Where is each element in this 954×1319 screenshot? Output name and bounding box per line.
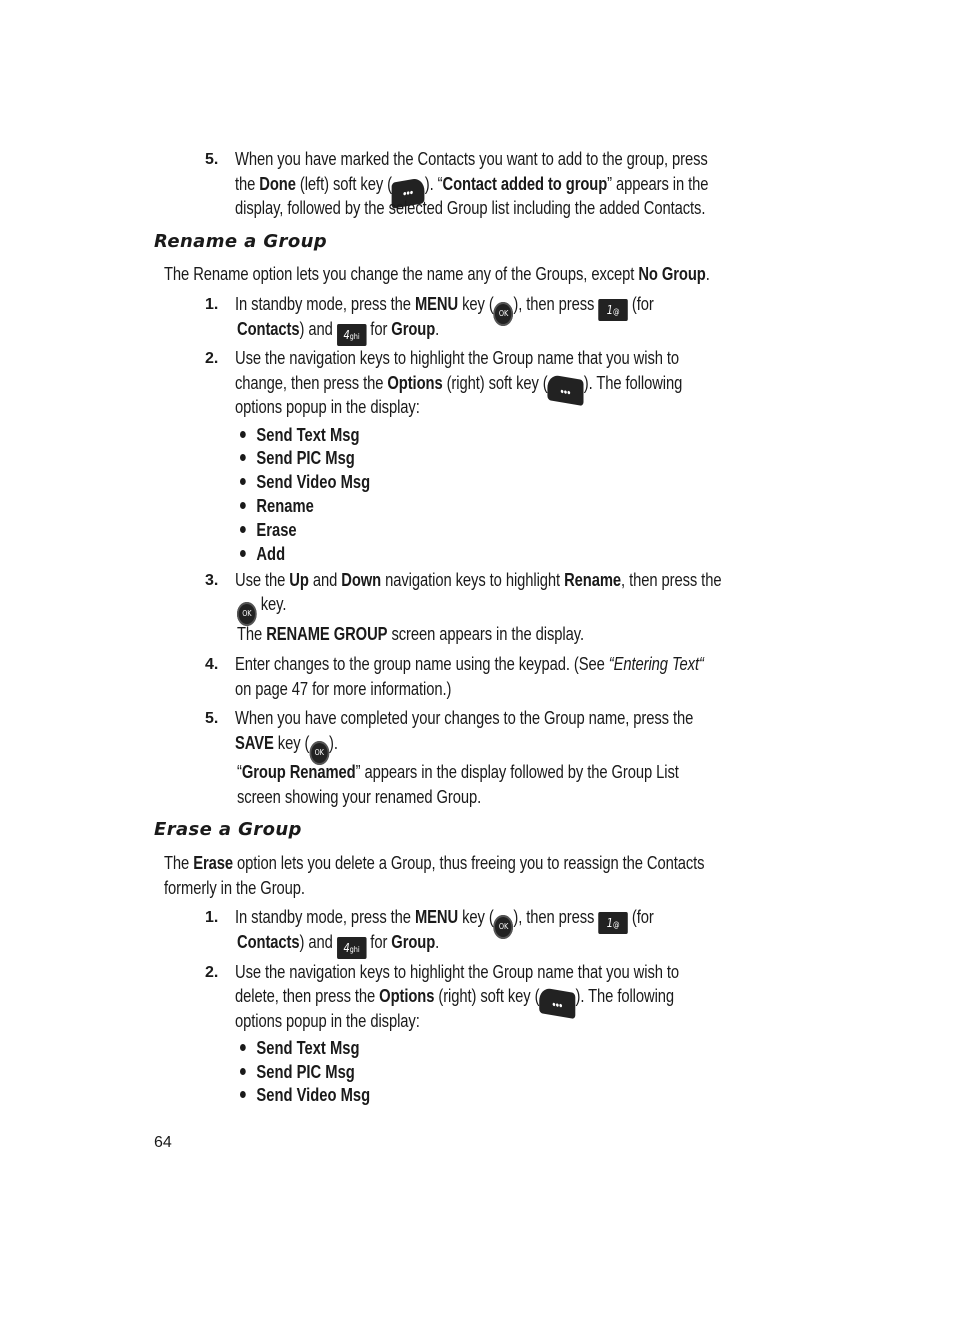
step-note: “Group Renamed” appears in the display followed by the Group List (237, 762, 679, 782)
step-text: Contacts) and 4ghi for Group. (237, 317, 439, 346)
step-number: 4. (205, 656, 219, 673)
left-soft-key-icon: ••• (392, 177, 425, 209)
bullet-item: Send PIC Msg (240, 1060, 355, 1084)
step-text: SAVE key ( OK ). (235, 731, 338, 765)
ok-key-icon: OK (237, 602, 257, 626)
bullet-dot-icon (240, 550, 246, 557)
right-soft-key-icon: ••• (548, 374, 584, 406)
bullet-dot-icon (240, 478, 246, 485)
bullet-dot-icon (240, 1091, 246, 1098)
step-text: on page 47 for more information.) (235, 679, 452, 699)
bullet-item: Add (240, 542, 285, 566)
step-number: 5. (205, 710, 219, 727)
bullet-dot-icon (240, 526, 246, 533)
section-intro: The Erase option lets you delete a Group, thus freeing you to reassign the Contacts (164, 853, 705, 873)
section-intro: The Rename option lets you change the name any of the Groups, except No Group. (164, 264, 710, 284)
page-number: 64 (154, 1134, 172, 1151)
bullet-dot-icon (240, 502, 246, 509)
bullet-item: Send Video Msg (240, 1083, 370, 1107)
step-number: 5. (205, 151, 219, 168)
bullet-item: Send PIC Msg (240, 446, 355, 470)
step-text: delete, then press the Options (right) soft key ( ••• ). The following (235, 984, 674, 1016)
key-4-icon: 4ghi (337, 324, 367, 346)
bullet-item: Send Text Msg (240, 1036, 359, 1060)
bullet-dot-icon (240, 1068, 246, 1075)
step-text: Use the navigation keys to highlight the Group name that you wish to (235, 962, 680, 982)
step-number: 2. (205, 350, 219, 367)
step-text: OK key. (237, 592, 286, 626)
bullet-dot-icon (240, 1044, 246, 1051)
ok-key-icon: OK (494, 915, 514, 939)
section-intro: formerly in the Group. (164, 878, 305, 898)
step-text: the Done (left) soft key ( ••• ). “Contact added to group” appears in the (235, 172, 708, 206)
step-text: When you have completed your changes to the Group name, press the (235, 708, 694, 728)
step-number: 1. (205, 909, 219, 926)
step-text: When you have marked the Contacts you want to add to the group, press (235, 149, 708, 169)
right-soft-key-icon: ••• (539, 987, 575, 1019)
step-text: options popup in the display: (235, 397, 420, 417)
section-heading-erase: Erase a Group (154, 819, 302, 840)
bullet-item: Erase (240, 518, 297, 542)
key-4-icon: 4ghi (337, 937, 367, 959)
key-1-icon: 1@ (598, 912, 628, 934)
bullet-dot-icon (240, 431, 246, 438)
step-note: The RENAME GROUP screen appears in the display. (237, 624, 584, 644)
step-note: screen showing your renamed Group. (237, 787, 482, 807)
bullet-item: Send Text Msg (240, 423, 359, 447)
step-text: options popup in the display: (235, 1011, 420, 1031)
step-text: change, then press the Options (right) soft key ( ••• ). The following (235, 371, 682, 403)
step-text: Use the navigation keys to highlight the Group name that you wish to (235, 348, 680, 368)
bullet-item: Send Video Msg (240, 470, 370, 494)
bullet-dot-icon (240, 454, 246, 461)
section-heading-rename: Rename a Group (154, 231, 328, 252)
step-text: In standby mode, press the MENU key ( OK ), then press 1@ (for (235, 905, 654, 939)
bullet-item: Rename (240, 494, 314, 518)
step-number: 2. (205, 964, 219, 981)
step-text: display, followed by the selected Group list including the added Contacts. (235, 198, 706, 218)
step-text: Enter changes to the group name using the keypad. (See “Entering Text“ (235, 654, 704, 674)
step-number: 3. (205, 572, 219, 589)
key-1-icon: 1@ (598, 299, 628, 321)
ok-key-icon: OK (309, 741, 329, 765)
step-text: Use the Up and Down navigation keys to highlight Rename, then press the (235, 570, 722, 590)
step-text: Contacts) and 4ghi for Group. (237, 930, 439, 959)
ok-key-icon: OK (494, 302, 514, 326)
step-text: In standby mode, press the MENU key ( OK ), then press 1@ (for (235, 292, 654, 326)
step-number: 1. (205, 296, 219, 313)
